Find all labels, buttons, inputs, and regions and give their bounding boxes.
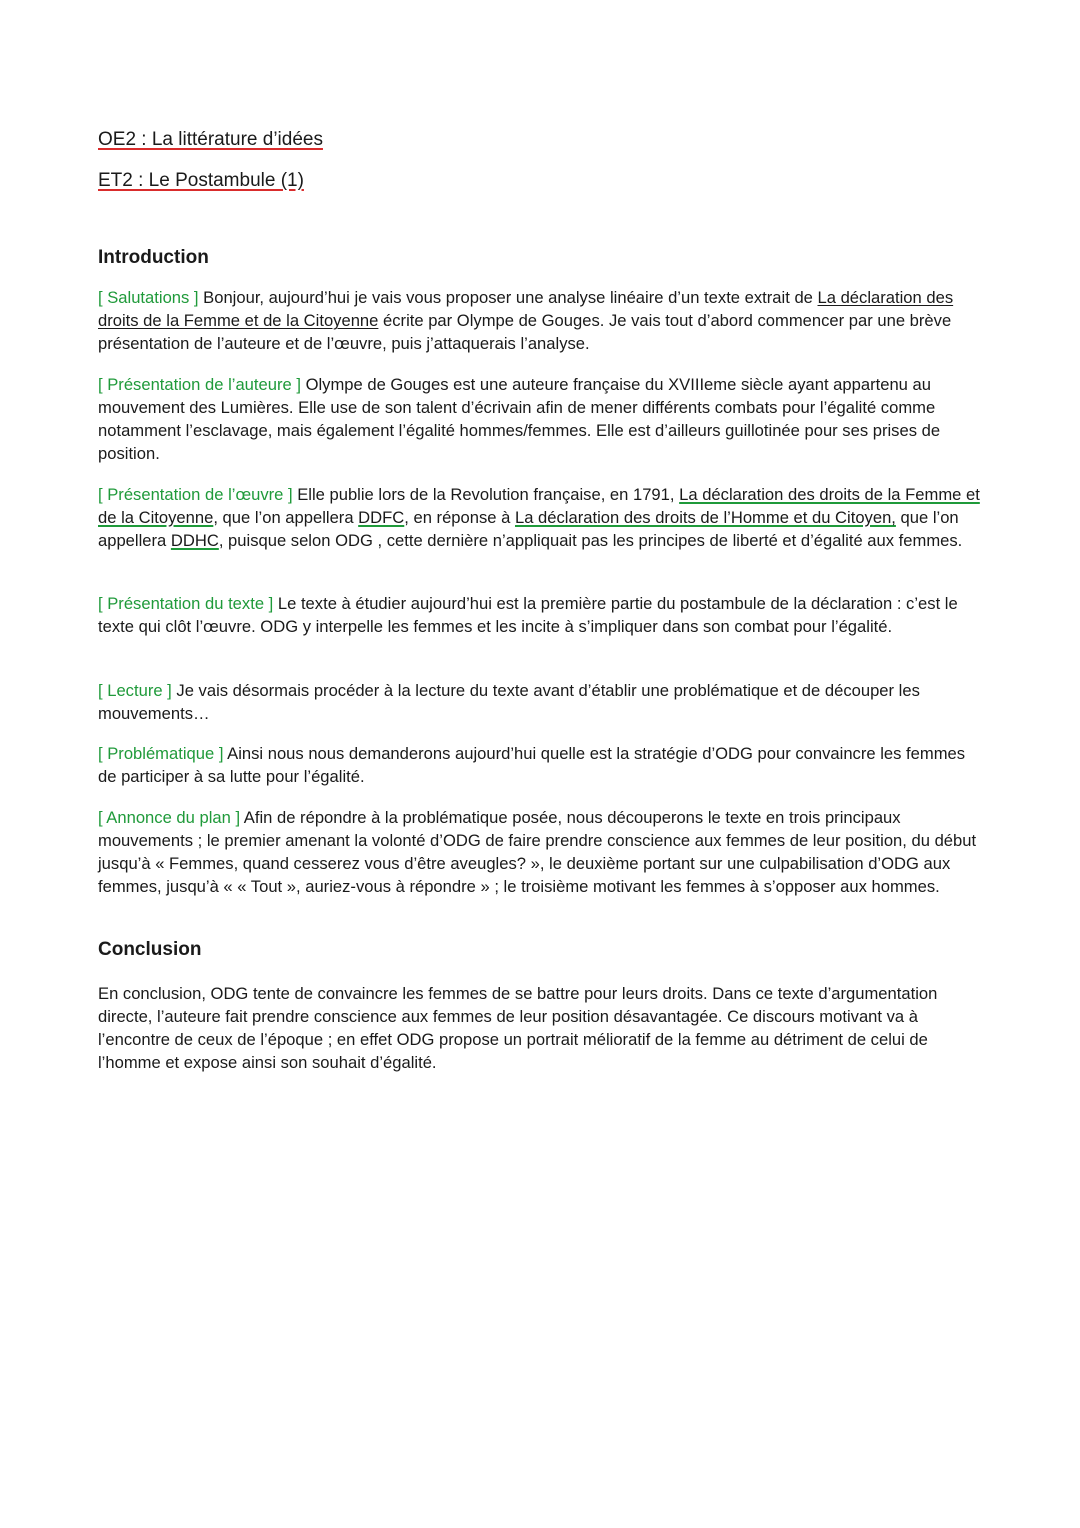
work-title: La déclaration des droits de la Femme et de la Citoyenne — [98, 485, 980, 527]
paragraph-author-presentation — [98, 373, 982, 465]
paragraph-plan — [98, 806, 982, 898]
paragraph-text: écrite par Olympe de Gouges. Je vais tout d’abord commencer par une brève présentation de l’auteure et de l’œuvre, puis j’attaquerais l’analyse. — [98, 311, 952, 353]
tag-text-presentation: [ Présentation du texte ] — [98, 594, 274, 613]
tag-reading: [ Lecture ] — [98, 681, 172, 700]
paragraph-text: Elle publie lors de la Revolution française, en 1791, — [292, 485, 680, 504]
paragraph-text-presentation — [98, 592, 982, 638]
header-text-title: ET2 : Le Postambule (1) — [98, 170, 304, 191]
work-title: La déclaration des droits de la Femme et de la Citoyenne — [98, 288, 954, 330]
paragraph-text: Afin de répondre à la problématique posée, nous découperons le texte en trois principaux mouvements ; le premier amenant la volonté d’ODG de faire prendre conscience aux femmes de leur position, du début jusqu’à « Femmes, quand cesserez vous d’être aveugles? », le deuxième portant sur une culpabilisation d’ODG aux femmes, jusqu’à « « Tout », auriez-vous à répondre » ; le troisième motivant les femmes à s’opposer aux hommes. — [98, 808, 977, 896]
paragraph-conclusion — [98, 982, 982, 1074]
tag-author-presentation: [ Présentation de l’auteure ] — [98, 375, 301, 394]
tag-plan: [ Annonce du plan ] — [98, 808, 241, 827]
paragraph-text: Je vais désormais procéder à la lecture du texte avant d’établir une problématique et de découper les mouvements… — [98, 681, 920, 723]
paragraph-problematic — [98, 742, 982, 788]
tag-problematic: [ Problématique ] — [98, 744, 224, 763]
paragraph-text: , puisque selon ODG , cette dernière n’appliquait pas les principes de liberté et d’égalité aux femmes. — [218, 531, 963, 550]
paragraph-reading — [98, 679, 982, 725]
paragraph-text: , que l’on appellera — [213, 508, 359, 527]
introduction-heading: Introduction — [98, 247, 209, 268]
paragraph-salutations — [98, 286, 982, 355]
paragraph-text: que l’on appellera — [98, 508, 959, 550]
work-title: La déclaration des droits de l’Homme et du Citoyen, — [514, 508, 896, 527]
paragraph-text: Le texte à étudier aujourd’hui est la première partie du postambule de la déclaration : c’est le texte qui clôt l’œuvre. ODG y interpelle les femmes et les incite à s’impliquer dans son combat pour l’égalité. — [98, 594, 958, 636]
tag-work-presentation: [ Présentation de l’œuvre ] — [98, 485, 293, 504]
paragraph-work-presentation — [98, 483, 982, 552]
abbreviation: DDHC — [170, 531, 219, 550]
paragraph-text: Olympe de Gouges est une auteure française du XVIIIeme siècle ayant appartenu au mouvement des Lumières. Elle use de son talent d’écrivain afin de mener différents combats pour l’égalité comme notamment l’esclavage, mais également l’égalité hommes/femmes. Elle est d’ailleurs guillotinée pour ses prises de position. — [98, 375, 941, 463]
conclusion-heading: Conclusion — [98, 939, 202, 960]
header-course-title: OE2 : La littérature d’idées — [98, 129, 323, 150]
paragraph-text: , en réponse à — [404, 508, 515, 527]
paragraph-text: Bonjour, aujourd’hui je vais vous proposer une analyse linéaire d’un texte extrait de — [198, 288, 818, 307]
paragraph-text: Ainsi nous nous demanderons aujourd’hui quelle est la stratégie d’ODG pour convaincre les femmes de participer à sa lutte pour l’égalité. — [98, 744, 966, 786]
paragraph-text: En conclusion, ODG tente de convaincre les femmes de se battre pour leurs droits. Dans ce texte d’argumentation directe, l’auteure fait prendre conscience aux femmes de leur position désavantagée. Ce discours motivant va à l’encontre de ceux de l’époque ; en effet ODG propose un portrait mélioratif de la femme au détriment de celui de l’homme et expose ainsi son souhait d’égalité. — [98, 984, 938, 1072]
tag-salutations: [ Salutations ] — [98, 288, 199, 307]
abbreviation: DDFC — [358, 508, 405, 527]
